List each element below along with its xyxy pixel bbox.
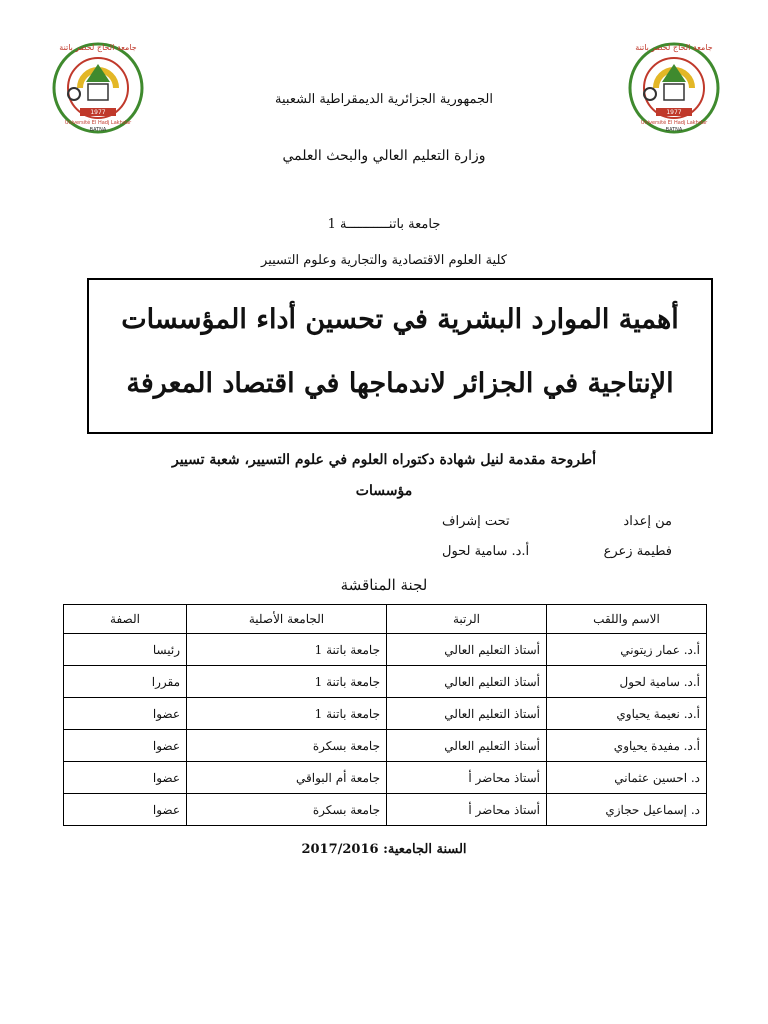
member-name: أ.د. عمار زيتوني [547, 634, 707, 666]
university-seal-icon [626, 36, 722, 140]
table-row [64, 666, 707, 698]
member-role: عضوا [64, 762, 187, 794]
prepared-by-label: من إعداد [623, 514, 672, 529]
academic-year: السنة الجامعية: 2017/2016 [301, 842, 467, 857]
jury-table [63, 604, 707, 826]
member-university: جامعة بسكرة [187, 730, 387, 762]
thesis-title-box [87, 278, 713, 434]
member-name: أ.د. مفيدة يحياوي [547, 730, 707, 762]
member-university: جامعة باتنة 1 [187, 634, 387, 666]
jury-table-header-row [64, 605, 707, 634]
member-rank: أستاذ التعليم العالي [387, 634, 547, 666]
supervision-label: تحت إشراف [442, 514, 510, 529]
table-row [64, 730, 707, 762]
member-university: جامعة باتنة 1 [187, 666, 387, 698]
faculty-heading: كلية العلوم الاقتصادية والتجارية وعلوم التسيير [261, 253, 507, 268]
university-heading: جامعة باتنـــــــــــة 1 [327, 217, 441, 232]
member-university: جامعة أم البواقي [187, 762, 387, 794]
thesis-description-line-2: مؤسسات [355, 483, 413, 499]
table-row [64, 634, 707, 666]
member-rank: أستاذ التعليم العالي [387, 730, 547, 762]
university-logo-left [50, 36, 146, 140]
thesis-description-line-1: أطروحة مقدمة لنيل شهادة دكتوراه العلوم في علوم التسيير، شعبة تسيير [171, 452, 597, 468]
member-rank: أستاذ محاضر أ [387, 762, 547, 794]
member-role: عضوا [64, 794, 187, 826]
ministry-heading: وزارة التعليم العالي والبحث العلمي [282, 148, 486, 164]
member-university: جامعة بسكرة [187, 794, 387, 826]
column-header-name: الاسم واللقب [547, 605, 707, 634]
member-role: عضوا [64, 698, 187, 730]
university-logo-right [626, 36, 722, 140]
member-name: د. احسين عثماني [547, 762, 707, 794]
member-role: مقررا [64, 666, 187, 698]
republic-heading: الجمهورية الجزائرية الديمقراطية الشعبية [275, 92, 493, 107]
svg-text:1977: 1977 [666, 109, 682, 116]
supervisor-name: أ.د. سامية لحول [442, 544, 530, 559]
jury-title: لجنة المناقشة [340, 576, 428, 594]
university-seal-icon [50, 36, 146, 140]
table-row [64, 698, 707, 730]
member-name: د. إسماعيل حجازي [547, 794, 707, 826]
svg-text:BATNA: BATNA [89, 127, 107, 133]
member-role: عضوا [64, 730, 187, 762]
member-role: رئيسا [64, 634, 187, 666]
member-university: جامعة باتنة 1 [187, 698, 387, 730]
member-name: أ.د. نعيمة يحياوي [547, 698, 707, 730]
svg-text:Université El Hadj Lakhdar: Université El Hadj Lakhdar [64, 120, 132, 126]
svg-text:BATNA: BATNA [665, 127, 683, 133]
table-row [64, 762, 707, 794]
svg-text:Université El Hadj Lakhdar: Université El Hadj Lakhdar [640, 120, 708, 126]
member-rank: أستاذ التعليم العالي [387, 698, 547, 730]
svg-text:1977: 1977 [90, 109, 106, 116]
thesis-title-line-2: الإنتاجية في الجزائر لاندماجها في اقتصاد المعرفة [126, 368, 674, 399]
member-rank: أستاذ محاضر أ [387, 794, 547, 826]
column-header-rank: الرتبة [387, 605, 547, 634]
member-rank: أستاذ التعليم العالي [387, 666, 547, 698]
member-name: أ.د. سامية لحول [547, 666, 707, 698]
thesis-title-line-1: أهمية الموارد البشرية في تحسين أداء المؤسسات [121, 304, 679, 335]
svg-text:جامعة الحاج لخضر باتنة: جامعة الحاج لخضر باتنة [635, 43, 713, 52]
author-name: فطيمة زعرع [603, 544, 672, 559]
column-header-role: الصفة [64, 605, 187, 634]
table-row [64, 794, 707, 826]
column-header-university: الجامعة الأصلية [187, 605, 387, 634]
svg-text:جامعة الحاج لخضر باتنة: جامعة الحاج لخضر باتنة [59, 43, 137, 52]
